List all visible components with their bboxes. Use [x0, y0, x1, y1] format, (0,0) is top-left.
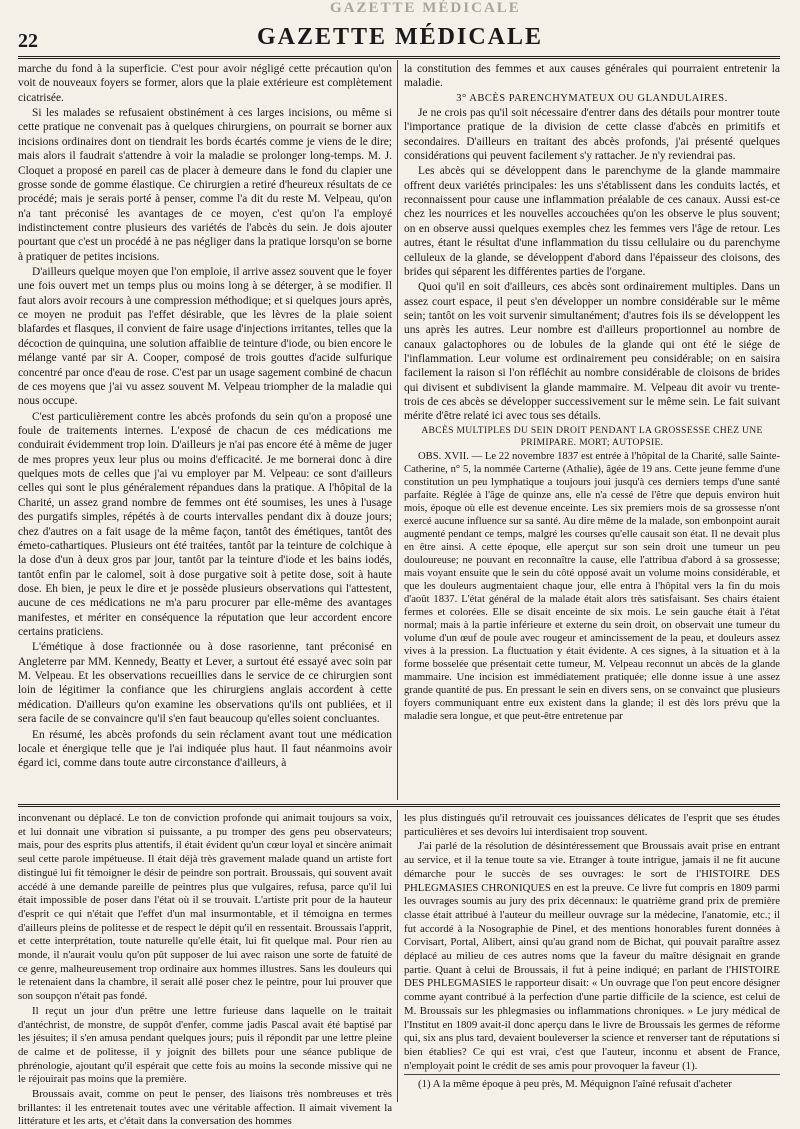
feuilleton-rule [18, 804, 780, 807]
feuilleton-paragraph: Il reçut un jour d'un prêtre une lettre furieuse dans laquelle on le traitait d'antéchrist, de monstre, de suppôt d'enfer, comme jadis Pascal avait été baptisé par les jésuites; il s'en amusa pendant quelques jours; puis il répondit par une lettre pleine de calme et de politesse, il y joignit des billets pour une séance publique de phrénologie, ajoutant qu'il espérait que cette fois au moins la seconde missive qui ne le réjouirait pas moins que la première. [18, 1004, 392, 1086]
feuilleton-paragraph: inconvenant ou déplacé. Le ton de conviction profonde qui animait toujours sa voix, et lui donnait une vibration si puissante, a pu tromper des gens peu observateurs; mais, pour des esprits plus attentifs, il était évident qu'un cœur loyal et sincère animait seul cette parole impétueuse. Il était déjà très gravement malade quand un artiste fort distingué lui fit témoigner le désir de peindre son portrait. Broussais, qui souvent avait accédé à une demande pareille de peintres plus que vulgaires, refusa, parce qu'il lui était impossible de poser dans l'état où il se trouvait. L'artiste prit pour de la hauteur d'esprit ce qui n'était que l'effet d'un mal insurmontable, et il témoigna en termes d'ailleurs pleins de politesse et de respect le dépit qu'il en ressentait. Broussais l'apprit, et cette interprétation, toute naturelle qu'elle était, lui fit quelque mal. Pour rien au monde, il n'aurait voulu qu'on pût supposer de lui avec raison une sorte de fatuité de ce genre, malheureusement trop ordinaire aux hommes illustres. Sans les douleurs qui le retenaient dans la chambre, il serait allé poser chez le peintre, pour lui prouver que son soupçon n'était pas fondé. [18, 812, 392, 1003]
left-column [18, 62, 392, 797]
left-paragraph: C'est particulièrement contre les abcès profonds du sein qu'on a proposé une foule de traitements internes. L'exposé de chacun de ces médications me conduirait évidemment trop loin. D'ailleurs je n'ai pas encore été à même de juger de mes propres yeux leur plus ou moins d'efficacité. Je me bornerai donc à dire quelques mots de celles que j'ai vu employer par M. Velpeau: ce sont d'ailleurs celles qui sont le plus généralement répandues dans la pratique. A l'hôpital de la Charité, un assez grand nombre de femmes ont été soumises, les unes à l'usage des purgatifs simples, répétés à de courts intervalles pendant dix à douze jours; chez d'autres on a fait usage de la même façon, tantôt des émétiques, tantôt des émeto-cathartiques. Plusieurs ont été traitées, tantôt par la teinture de colchique à la dose d'un à deux gros par jour, tantôt par la teinture d'iode et les bains iodés, tantôt enfin par le calomel, soit à dose purgative soit à petite dose, soit à haute dose. Eh bien, je peux le dire et je possède plusieurs observations qui l'attestent, aucune de ces médications ne m'a paru procurer par elle-même des avantages manifestes, et mériter en conséquence la réputation que leur accordent encore certains praticiens. [18, 410, 392, 639]
left-paragraph: En résumé, les abcès profonds du sein réclament avant tout une médication locale et énergique telle que je l'ai indiquée plus haut. Il faut néanmoins avoir égard ici, comme dans toute autre circonstance d'ailleurs, à [18, 728, 392, 770]
case-heading: ABCÈS MULTIPLES DU SEIN DROIT PENDANT LA GROSSESSE CHEZ UNE PRIMIPARE. MORT; AUTOPSIE. [421, 424, 763, 448]
section-heading: 3° ABCÈS PARENCHYMATEUX OU GLANDULAIRES. [456, 92, 728, 104]
column-divider [397, 60, 398, 800]
page-number: 22 [18, 30, 38, 52]
footnote: (1) A la même époque à peu près, M. Méquignon l'aîné refusait d'acheter [404, 1074, 780, 1092]
feuilleton-paragraph: Broussais avait, comme on peut le penser, des liaisons très nombreuses et très brillantes: il les entretenait toutes avec une véritable affection. Il aimait vivement la littérature et les arts, et c'était dans la conversation des hommes [18, 1088, 392, 1128]
right-paragraph: Je ne crois pas qu'il soit nécessaire d'entrer dans des détails pour montrer toute l'importance pratique de la division de cette classe d'abcès en primitifs et secondaires. D'ailleurs en traitant des abcès profonds, j'ai présenté quelques considérations qui peuvent facilement s'y rattacher. Je n'y reviendrai pas. [404, 106, 780, 163]
bleed-through-header: GAZETTE MÉDICALE [330, 0, 521, 16]
feuilleton-paragraph: J'ai parlé de la résolution de désintéressement que Broussais avait prise en entrant au service, et il la tenue toute sa vie. Etranger à toute intrigue, jamais il ne fit aucune démarche pour le succès de ses ouvrages: le sort de l'HISTOIRE DES PHLEGMASIES CHRONIQUES en est la preuve. Ce livre fut compris en 1809 parmi les ouvrages soumis au jury des prix décennaux: le quatrième grand prix de première classe était attribué à l'auteur du meilleur ouvrage sur la médecine, l'anatomie, etc.; il fut accordé à la Nosographie de Pinel, et des mentions honorables furent données à Corvisart, Portal, Alibert, ainsi qu'au grand nom de Bichat, qui pouvait paraître assez déplacé au milieu de ces autres noms que la faveur du maître désignait en grande partie. Quant à celui de Broussais, il fut à peine indiqué; en parlant de l'HISTOIRE DES PHLEGMASIES le rapporteur disait: « Un ouvrage que l'on peut encore désigner comme ayant contribué à la perfection d'une partie difficile de la science, est celui de M. Broussais sur les phlegmasies ou inflammations chroniques. » Le jury médical de l'Institut en 1809 avait-il donc aperçu dans le livre de Broussais les germes de réforme qui, six ans plus tard, devaient bouleverser la science et renverser tant de réputations si bien établies? Ce qui est vrai, c'est que l'auteur, inconnu et absent de France, n'employait point le crédit de ses amis pour provoquer la faveur (1). [404, 840, 780, 1072]
feuilleton-divider [397, 810, 398, 1102]
right-paragraph: Les abcès qui se développent dans le parenchyme de la glande mammaire offrent deux variétés principales: les uns s'établissent dans les conduits lactés, et reconnaissent pour cause une inflammation préalable de ces canaux. Aussi est-ce chez les nourrices et les nouvelles accouchées qu'on les observe le plus souvent; on en observe aussi quelques exemples chez les femmes vers l'âge de retour. Les autres, étant le résultat d'une inflammation du tissu cellulaire ou du parenchyme celluleux de la glande, se développent d'abord dans l'épaisseur des cloisons, des brides qui séparent les différentes parties de l'organe. [404, 165, 780, 278]
right-paragraph: Quoi qu'il en soit d'ailleurs, ces abcès sont ordinairement multiples. Dans un assez court espace, il peut s'en développer un nombre considérable sur le même sein; tantôt on les voit survenir simultanément; d'autres fois ils se développent les uns après les autres. Leur nombre est d'ailleurs proportionnel au nombre de canaux galactophores ou de lobules de la glande qui ont été le siége de l'inflammation. Leur volume est ordinairement peu considérable; on en saisira facilement la raison si l'on réfléchit au nombre considérable de cloisons de brides qui divisent et subdivisent la glande mammaire. M. Velpeau dit avoir vu trente-trois de ces abcès se développer successivement sur le même sein. Le fait suivant mérite d'être relaté ici avec tous ses détails. [404, 281, 780, 423]
left-paragraph: D'ailleurs quelque moyen que l'on emploie, il arrive assez souvent que le foyer une fois ouvert met un temps plus ou moins long à se déterger, à se modifier. Il faut alors avoir recours à une compression méthodique; et si quelques jours après, ce moyen ne produit pas l'effet désirable, que les lèvres de la plaie soient blafardes et flasques, il convient de faire usage d'injections irritantes, telles que la décoction de quinquina, une solution affaiblie de teinture d'iode, ou bien encore le mélange vanté par sir A. Cooper, composé de trois gouttes d'acide sulfurique concentré par once d'eau de rose. C'est par un usage sagement combiné de chacun de ces moyens que j'ai vu assez souvent M. Velpeau triompher de la maladie qui nous occupe. [18, 266, 392, 408]
right-intro: la constitution des femmes et aux causes générales qui pourraient entretenir la maladie. [404, 63, 780, 90]
masthead-title: GAZETTE MÉDICALE [256, 24, 544, 50]
masthead-rule [18, 56, 780, 59]
right-column [404, 62, 780, 797]
left-paragraph: marche du fond à la superficie. C'est pour avoir négligé cette précaution qu'on voit de nouveaux foyers se former, alors que la plaie extérieure est complètement cicatrisée. [18, 63, 392, 104]
left-paragraph: L'émétique à dose fractionnée ou à dose rasorienne, tant préconisé en Angleterre par MM. Kennedy, Beatty et Lever, a surtout été essayé avec soin par M. Velpeau. Et les observations recueillies dans le service de ce chirurgien sont loin de légitimer la confiance que les chirurgiens anglais accordent à cette médication. D'ailleurs qu'on examine les observations qu'ils ont publiées, et il sera facile de se convaincre qu'il s'en faut beaucoup qu'elles soient concluantes. [18, 641, 392, 726]
feuilleton-paragraph: les plus distingués qu'il retrouvait ces jouissances délicates de l'esprit que ses études particulières et ses devoirs lui interdisaient trop souvent. [404, 812, 780, 838]
left-paragraph: Si les malades se refusaient obstinément à ces larges incisions, ou même si cette pratique ne convenait pas à quelques chirurgiens, on pourrait se borner aux incisions ordinaires dont on tiendrait les bords écartés comme je viens de le dire; mais alors il faudrait s'attendre à voir la maladie se prolonger long-temps. M. J. Cloquet a proposé en pareil cas de placer à demeure dans le fond du clapier une grosse sonde de gomme élastique. Ce chirurgien a retiré d'heureux résultats de ce procédé; mais je serais porté à penser, comme l'a dit du reste M. Velpeau, qu'on n'a tant préconisé les avantages de ce moyen, c'est qu'on l'a employé indistinctement contre plusieurs des variétés de l'abcès du sein. Je dois ajouter pourtant que c'est un procédé à ne pas négliger dans la pratique lorsqu'on se borne à pratiquer de petites incisions. [18, 107, 392, 263]
case-observation: OBS. XVII. — Le 22 novembre 1837 est entrée à l'hôpital de la Charité, salle Sainte-Catherine, n° 5, la nommée Carterne (Athalie), âgée de 19 ans. Cette jeune femme d'une constitution un peu lymphatique a toujours joui jusqu'à ces derniers temps d'une santé parfaite. Réglée à l'âge de quinze ans, elle n'a cessé de l'être que depuis environ huit mois, époque où elle est devenue enceinte. Les six premiers mois de sa grossesse n'ont exercé aucune influence sur sa santé. Au dire même de la malade, son embonpoint aurait augmenté pendant ce temps, malgré les courses qu'elle causait son état. Il ne devait plus en être ainsi. A cette époque, elle aperçut sur son sein droit une tumeur un peu douloureuse; ne pouvant en reconnaître la cause, elle l'attribua d'abord à sa grossesse; mais voyant ensuite que le sein du côté opposé avait un volume moins considérable, et que les douleurs augmentaient chaque jour, elle entra à l'hôpital vers la fin du mois d'août 1837. L'état général de la malade était alors très satisfaisant. Ses chairs étaient fermes et colorées. Elle se disait enceinte de six mois. Le sein gauche était à l'état normal; mais à la partie inférieure et externe du sein droit, on observait une tumeur du volume d'un œuf de poule avec rougeur et amincissement de la peau, et douleurs assez vives à la pression. La fluctuation y était évidente. A ces signes, à la situation et à la forme bosselée que présentait cette tumeur, M. Velpeau reconnut un abcès de la glande mammaire. Une incision est immédiatement pratiquée; elle donne issue à une assez grande quantité de pus. En pressant le sein en divers sens, on se convainct que plusieurs foyers communiquant entre eux existent dans la glande; il est dès lors prévu que la maladie sera longue, et que peut-être entretenue par [404, 451, 780, 723]
feuilleton-right [404, 812, 780, 1102]
feuilleton-left [18, 812, 392, 1128]
